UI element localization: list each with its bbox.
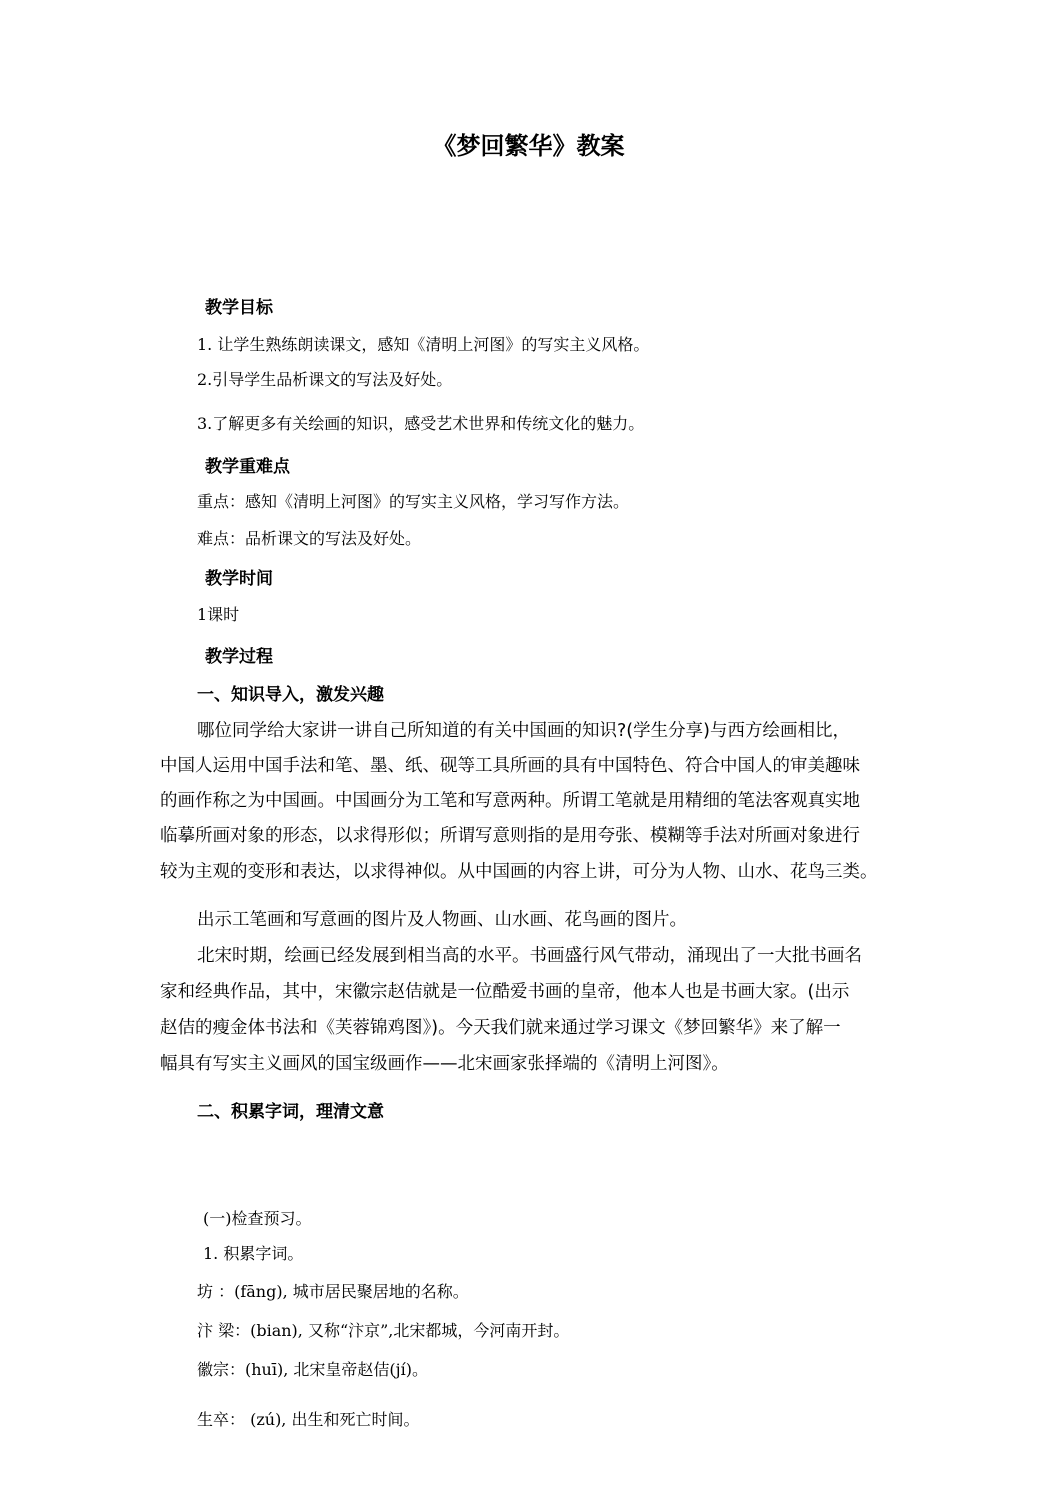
part1-heading: 一、知识导入，激发兴趣: [197, 685, 384, 705]
difficult-point-text: 难点：品析课文的写法及好处。: [197, 529, 422, 548]
paragraph-line: 出示工笔画和写意画的图片及人物画、山水画、花鸟画的图片。: [197, 910, 687, 930]
objective-item-3: 3.了解更多有关绘画的知识，感受艺术世界和传统文化的魅力。: [197, 414, 645, 433]
paragraph-line: 哪位同学给大家讲一讲自己所知道的有关中国画的知识?(学生分享)与西方绘画相比，: [197, 721, 850, 741]
paragraph-line: 的画作称之为中国画。中国画分为工笔和写意两种。所谓工笔就是用精细的笔法客观真实地: [160, 791, 860, 811]
paragraph-line: 赵佶的瘦金体书法和《芙蓉锦鸡图》)。今天我们就来通过学习课文《梦回繁华》来了解一: [160, 1018, 841, 1038]
key-point-text: 重点：感知《清明上河图》的写实主义风格，学习写作方法。: [197, 492, 630, 511]
vocab-item-heading: 1. 积累字词。: [203, 1244, 304, 1263]
objective-item-1: 1. 让学生熟练朗读课文，感知《清明上河图》的写实主义风格。: [197, 335, 650, 354]
paragraph-line: 临摹所画对象的形态，以求得形似；所谓写意则指的是用夸张、模糊等手法对所画对象进行: [160, 826, 860, 846]
key-points-heading: 教学重难点: [205, 457, 290, 477]
document-title: 《梦回繁华》教案: [432, 132, 625, 160]
paragraph-line: 中国人运用中国手法和笔、墨、纸、砚等工具所画的具有中国特色、符合中国人的审美趣味: [160, 756, 860, 776]
vocab-entry: 汴 梁：(bian), 又称“汴京”,北宋都城，今河南开封。: [197, 1321, 570, 1340]
time-value: 1课时: [197, 605, 240, 624]
part2-heading: 二、积累字词，理清文意: [197, 1102, 384, 1122]
vocab-entry: 徽宗：(huī), 北宋皇帝赵佶(jí)。: [197, 1360, 428, 1379]
vocab-entry: 生卒： (zú), 出生和死亡时间。: [197, 1410, 420, 1429]
paragraph-line: 较为主观的变形和表达，以求得神似。从中国画的内容上讲，可分为人物、山水、花鸟三类。: [160, 862, 878, 882]
process-heading: 教学过程: [205, 647, 273, 667]
paragraph-line: 幅具有写实主义画风的国宝级画作——北宋画家张择端的《清明上河图》。: [160, 1054, 729, 1074]
vocab-entry: 坊 ：(fāng), 城市居民聚居地的名称。: [197, 1282, 469, 1301]
check-preview-label: (一)检查预习。: [203, 1209, 312, 1228]
paragraph-line: 北宋时期，绘画已经发展到相当高的水平。书画盛行风气带动，涌现出了一大批书画名: [197, 946, 862, 966]
paragraph-line: 家和经典作品，其中，宋徽宗赵佶就是一位酷爱书画的皇帝，他本人也是书画大家。(出示: [160, 982, 850, 1002]
time-heading: 教学时间: [205, 569, 273, 589]
objective-item-2: 2.引导学生品析课文的写法及好处。: [197, 370, 453, 389]
objectives-heading: 教学目标: [205, 298, 273, 318]
